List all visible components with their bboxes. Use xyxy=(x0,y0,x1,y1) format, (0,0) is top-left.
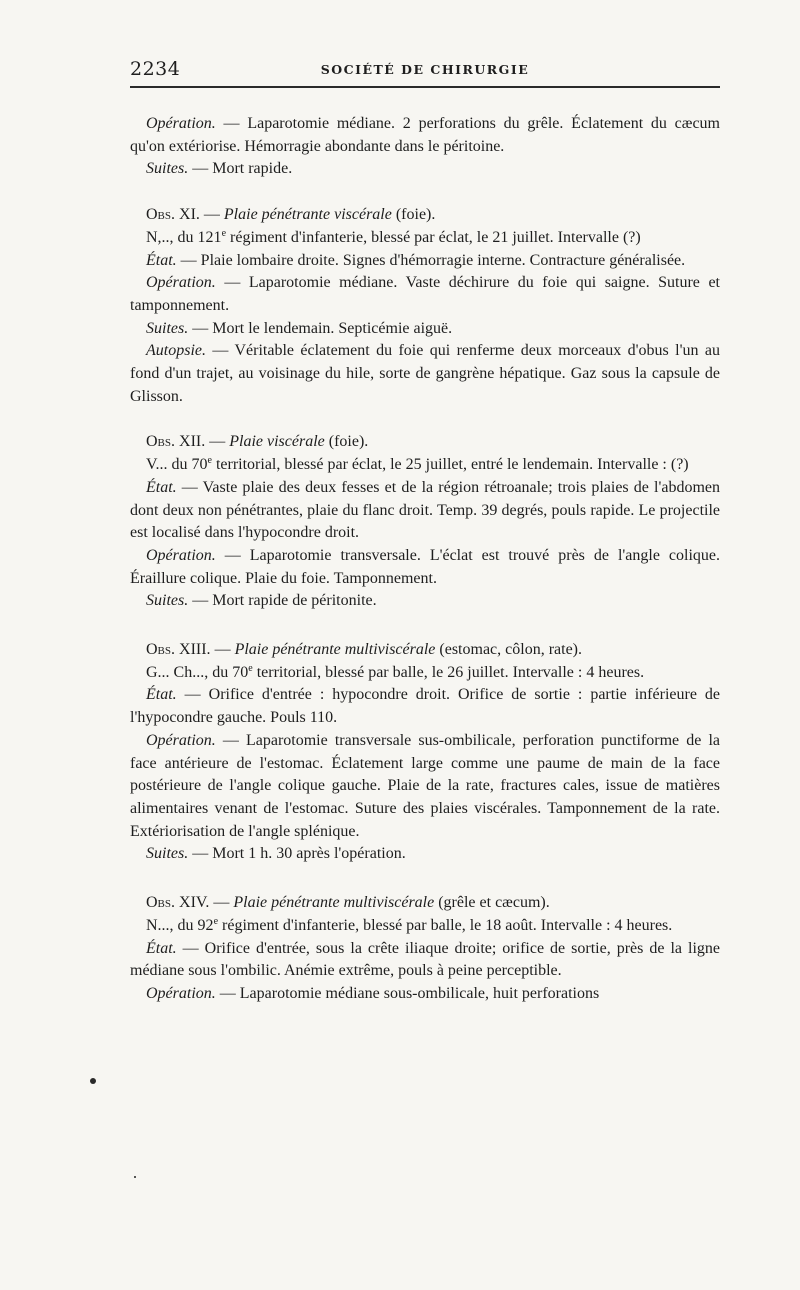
observation-heading-xii: Obs. XII. — Plaie viscérale (foie). xyxy=(146,433,369,451)
paragraph-operation xyxy=(130,730,720,844)
observation-title: Plaie pénétrante viscérale xyxy=(223,206,392,224)
paragraph-label: Autopsie. xyxy=(146,342,206,360)
paragraph-etat xyxy=(130,477,720,545)
page-header xyxy=(130,56,720,88)
paragraph-label: Suites. xyxy=(146,845,189,863)
paragraph-text: — Laparotomie médiane. 2 perforations du grêle. Éclatement du cæcum qu'on extériorise. Hémorragie abondante dans le péritoine. xyxy=(130,115,720,155)
observation-title: Plaie pénétrante multiviscérale xyxy=(234,641,436,659)
paragraph-label: État. xyxy=(146,686,177,704)
patient-line: N,.., du 121e régiment d'infanterie, blessé par éclat, le 21 juillet. Intervalle (?) xyxy=(146,227,641,246)
observation-heading-xiii: Obs. XIII. — Plaie pénétrante multiviscérale (estomac, côlon, rate). xyxy=(146,641,582,659)
paragraph-suites xyxy=(130,590,720,613)
paragraph-label: État. xyxy=(146,251,177,269)
paragraph-operation xyxy=(130,983,720,1006)
observation-number: Obs. XII. xyxy=(146,433,206,451)
paragraph-suites xyxy=(130,843,720,866)
margin-bullet-mark xyxy=(90,1078,96,1084)
paragraph-label: Opération. xyxy=(146,546,216,564)
paragraph-label: Suites. xyxy=(146,592,189,610)
paragraph-text: — Mort rapide de péritonite. xyxy=(188,592,377,610)
paragraph-text: — Mort rapide. xyxy=(188,160,293,178)
paragraph-suites xyxy=(130,158,720,181)
paragraph-text: — Plaie lombaire droite. Signes d'hémorragie interne. Contracture généralisée. xyxy=(176,251,686,269)
observation-number: Obs. XIV. xyxy=(146,894,210,912)
observation-number: Obs. XI. xyxy=(146,206,200,224)
patient-line: G... Ch..., du 70e territorial, blessé par balle, le 26 juillet. Intervalle : 4 heures. xyxy=(146,662,645,681)
body-text xyxy=(130,113,720,1006)
paragraph-operation xyxy=(130,113,720,158)
paragraph-text: — Laparotomie transversale sus-ombilicale, perforation punctiforme de la face antérieure de l'estomac. Éclatement large comme une paume de main de la face postérieure de l'angle colique gauche. Plaie de la rate, fractures cales, issue de matières alimentaires venant de l'estomac. Suture des plaies viscérales. Tamponnement de la rate. Extériorisation de l'angle splénique. xyxy=(130,731,720,840)
paragraph-suites xyxy=(130,318,720,341)
paragraph-operation xyxy=(130,272,720,317)
page-number: 2234 xyxy=(130,58,181,80)
paragraph-text: — Mort le lendemain. Septicémie aiguë. xyxy=(188,319,453,337)
observation-number: Obs. XIII. xyxy=(146,641,211,659)
paragraph-text: — Laparotomie médiane. Vaste déchirure du foie qui saigne. Suture et tamponnement. xyxy=(130,274,720,314)
paragraph-text: — Orifice d'entrée : hypocondre droit. Orifice de sortie : partie inférieure de l'hypocondre gauche. Pouls 110. xyxy=(130,686,720,727)
paragraph-autopsie xyxy=(130,340,720,408)
paragraph-label: Opération. xyxy=(146,274,216,292)
paragraph-etat xyxy=(130,938,720,983)
margin-speck-mark xyxy=(134,1176,136,1178)
patient-line: V... du 70e territorial, blessé par éclat, le 25 juillet, entré le lendemain. Intervalle : (?) xyxy=(146,455,689,474)
observation-heading-xi: Obs. XI. — Plaie pénétrante viscérale (foie). xyxy=(146,206,436,224)
observation-title: Plaie viscérale xyxy=(229,433,325,451)
paragraph-text: — Mort 1 h. 30 après l'opération. xyxy=(188,845,406,863)
paragraph-text: — Laparotomie transversale. L'éclat est trouvé près de l'angle colique. Éraillure colique. Plaie du foie. Tamponnement. xyxy=(130,546,720,587)
paragraph-text: — Orifice d'entrée, sous la crête iliaque droite; orifice de sortie, près de la ligne médiane sous l'ombilic. Anémie extrême, pouls à peine perceptible. xyxy=(130,939,720,980)
paragraph-text: — Laparotomie médiane sous-ombilicale, huit perforations xyxy=(215,984,600,1002)
paragraph-label: Suites. xyxy=(146,319,189,337)
paragraph-operation xyxy=(130,545,720,590)
paragraph-etat xyxy=(130,250,720,273)
paragraph-label: Suites. xyxy=(146,160,189,178)
paragraph-label: Opération. xyxy=(146,115,216,132)
paragraph-text: — Vaste plaie des deux fesses et de la région rétroanale; trois plaies de l'abdomen dont deux non pénétrantes, plaie du flanc droit. Temp. 39 degrés, pouls rapide. Le projectile est localisé dans l'hypocondre droit. xyxy=(130,478,720,542)
observation-heading-xiv: Obs. XIV. — Plaie pénétrante multiviscérale (grêle et cæcum). xyxy=(146,894,550,912)
paragraph-text: — Véritable éclatement du foie qui renferme deux morceaux d'obus l'un au fond d'un trajet, au voisinage du hile, sorte de gangrène hépatique. Gaz sous la capsule de Glisson. xyxy=(130,342,720,405)
patient-line: N..., du 92e régiment d'infanterie, blessé par balle, le 18 août. Intervalle : 4 heures. xyxy=(146,915,673,934)
paragraph-label: Opération. xyxy=(146,984,216,1002)
paragraph-label: État. xyxy=(146,939,177,957)
observation-title: Plaie pénétrante multiviscérale xyxy=(233,894,435,912)
running-head: SOCIÉTÉ DE CHIRURGIE xyxy=(320,62,530,77)
paragraph-label: État. xyxy=(146,478,177,496)
paragraph-etat xyxy=(130,684,720,729)
paragraph-label: Opération. xyxy=(146,731,216,749)
